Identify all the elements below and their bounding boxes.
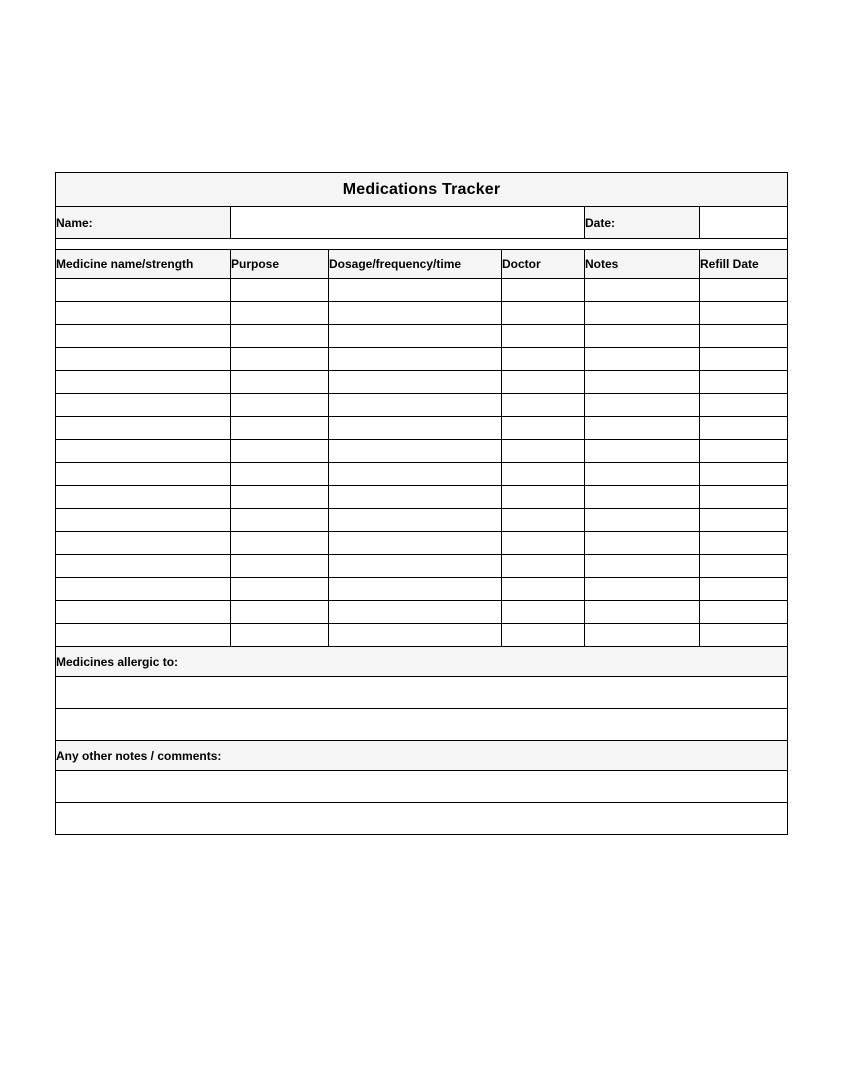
cell-refill[interactable] [700, 532, 788, 555]
name-input[interactable] [231, 207, 585, 239]
cell-refill[interactable] [700, 601, 788, 624]
cell-notes[interactable] [585, 279, 700, 302]
table-row [56, 555, 788, 578]
cell-purpose[interactable] [231, 578, 329, 601]
cell-doctor[interactable] [502, 302, 585, 325]
table-row [56, 463, 788, 486]
page-title: Medications Tracker [56, 173, 788, 207]
cell-refill[interactable] [700, 279, 788, 302]
tracker-table [55, 172, 788, 835]
section-heading: Any other notes / comments: [56, 741, 788, 771]
cell-purpose[interactable] [231, 601, 329, 624]
cell-doctor[interactable] [502, 394, 585, 417]
cell-medicine[interactable] [56, 325, 231, 348]
cell-notes[interactable] [585, 509, 700, 532]
cell-refill[interactable] [700, 440, 788, 463]
table-row [56, 279, 788, 302]
cell-refill[interactable] [700, 348, 788, 371]
cell-dosage[interactable] [329, 417, 502, 440]
section-line-row [56, 771, 788, 803]
section-heading: Medicines allergic to: [56, 647, 788, 677]
table-row [56, 578, 788, 601]
table-row [56, 394, 788, 417]
cell-purpose[interactable] [231, 417, 329, 440]
cell-dosage[interactable] [329, 624, 502, 647]
date-label: Date: [585, 207, 700, 239]
cell-purpose[interactable] [231, 440, 329, 463]
section-line-row [56, 709, 788, 741]
table-row [56, 486, 788, 509]
cell-dosage[interactable] [329, 348, 502, 371]
cell-doctor[interactable] [502, 486, 585, 509]
cell-purpose[interactable] [231, 486, 329, 509]
cell-medicine[interactable] [56, 463, 231, 486]
cell-purpose[interactable] [231, 509, 329, 532]
cell-medicine[interactable] [56, 440, 231, 463]
cell-medicine[interactable] [56, 417, 231, 440]
cell-notes[interactable] [585, 601, 700, 624]
medications-tracker-sheet [55, 172, 787, 835]
cell-notes[interactable] [585, 532, 700, 555]
cell-notes[interactable] [585, 463, 700, 486]
cell-doctor[interactable] [502, 463, 585, 486]
table-row [56, 302, 788, 325]
cell-notes[interactable] [585, 486, 700, 509]
column-header-1: Medicine name/strength [56, 250, 231, 279]
cell-doctor[interactable] [502, 417, 585, 440]
cell-doctor[interactable] [502, 532, 585, 555]
column-header-3: Dosage/frequency/time [329, 250, 502, 279]
cell-notes[interactable] [585, 325, 700, 348]
section-line-row [56, 803, 788, 835]
cell-doctor[interactable] [502, 371, 585, 394]
cell-purpose[interactable] [231, 555, 329, 578]
name-label: Name: [56, 207, 231, 239]
section-line-input[interactable] [56, 771, 788, 803]
cell-doctor[interactable] [502, 578, 585, 601]
cell-refill[interactable] [700, 325, 788, 348]
cell-dosage[interactable] [329, 394, 502, 417]
cell-dosage[interactable] [329, 509, 502, 532]
cell-doctor[interactable] [502, 325, 585, 348]
column-header-2: Purpose [231, 250, 329, 279]
table-row [56, 601, 788, 624]
cell-refill[interactable] [700, 463, 788, 486]
cell-purpose[interactable] [231, 302, 329, 325]
table-row [56, 348, 788, 371]
cell-refill[interactable] [700, 624, 788, 647]
cell-refill[interactable] [700, 302, 788, 325]
cell-dosage[interactable] [329, 302, 502, 325]
cell-purpose[interactable] [231, 394, 329, 417]
table-row [56, 417, 788, 440]
cell-medicine[interactable] [56, 348, 231, 371]
cell-notes[interactable] [585, 348, 700, 371]
spacer-row [56, 239, 788, 250]
cell-medicine[interactable] [56, 486, 231, 509]
cell-doctor[interactable] [502, 555, 585, 578]
cell-dosage[interactable] [329, 279, 502, 302]
table-row [56, 440, 788, 463]
cell-notes[interactable] [585, 624, 700, 647]
cell-notes[interactable] [585, 440, 700, 463]
cell-refill[interactable] [700, 394, 788, 417]
cell-dosage[interactable] [329, 463, 502, 486]
cell-notes[interactable] [585, 555, 700, 578]
cell-doctor[interactable] [502, 509, 585, 532]
cell-purpose[interactable] [231, 463, 329, 486]
cell-purpose[interactable] [231, 532, 329, 555]
cell-doctor[interactable] [502, 624, 585, 647]
cell-notes[interactable] [585, 417, 700, 440]
cell-dosage[interactable] [329, 325, 502, 348]
cell-dosage[interactable] [329, 578, 502, 601]
cell-medicine[interactable] [56, 394, 231, 417]
cell-dosage[interactable] [329, 486, 502, 509]
cell-dosage[interactable] [329, 532, 502, 555]
cell-medicine[interactable] [56, 601, 231, 624]
cell-refill[interactable] [700, 578, 788, 601]
cell-doctor[interactable] [502, 279, 585, 302]
cell-refill[interactable] [700, 371, 788, 394]
cell-doctor[interactable] [502, 348, 585, 371]
cell-notes[interactable] [585, 302, 700, 325]
name-date-row [56, 207, 788, 239]
cell-doctor[interactable] [502, 440, 585, 463]
cell-medicine[interactable] [56, 555, 231, 578]
table-row [56, 371, 788, 394]
cell-notes[interactable] [585, 394, 700, 417]
cell-dosage[interactable] [329, 440, 502, 463]
cell-medicine[interactable] [56, 279, 231, 302]
cell-medicine[interactable] [56, 302, 231, 325]
table-row [56, 325, 788, 348]
cell-notes[interactable] [585, 371, 700, 394]
table-row [56, 509, 788, 532]
table-row [56, 624, 788, 647]
cell-refill[interactable] [700, 486, 788, 509]
cell-medicine[interactable] [56, 532, 231, 555]
cell-purpose[interactable] [231, 624, 329, 647]
column-header-row [56, 250, 788, 279]
cell-dosage[interactable] [329, 601, 502, 624]
title-row [56, 173, 788, 207]
cell-refill[interactable] [700, 417, 788, 440]
section-heading-row [56, 647, 788, 677]
section-line-input[interactable] [56, 803, 788, 835]
cell-refill[interactable] [700, 555, 788, 578]
cell-purpose[interactable] [231, 325, 329, 348]
cell-dosage[interactable] [329, 371, 502, 394]
cell-refill[interactable] [700, 509, 788, 532]
section-line-input[interactable] [56, 677, 788, 709]
section-heading-row [56, 741, 788, 771]
cell-medicine[interactable] [56, 624, 231, 647]
cell-purpose[interactable] [231, 348, 329, 371]
column-header-6: Refill Date [700, 250, 788, 279]
column-header-4: Doctor [502, 250, 585, 279]
cell-dosage[interactable] [329, 555, 502, 578]
column-header-5: Notes [585, 250, 700, 279]
cell-medicine[interactable] [56, 371, 231, 394]
cell-purpose[interactable] [231, 371, 329, 394]
table-row [56, 532, 788, 555]
cell-medicine[interactable] [56, 509, 231, 532]
spacer-cell [56, 239, 788, 250]
cell-doctor[interactable] [502, 601, 585, 624]
cell-purpose[interactable] [231, 279, 329, 302]
section-line-row [56, 677, 788, 709]
cell-medicine[interactable] [56, 578, 231, 601]
cell-notes[interactable] [585, 578, 700, 601]
section-line-input[interactable] [56, 709, 788, 741]
date-input[interactable] [700, 207, 788, 239]
